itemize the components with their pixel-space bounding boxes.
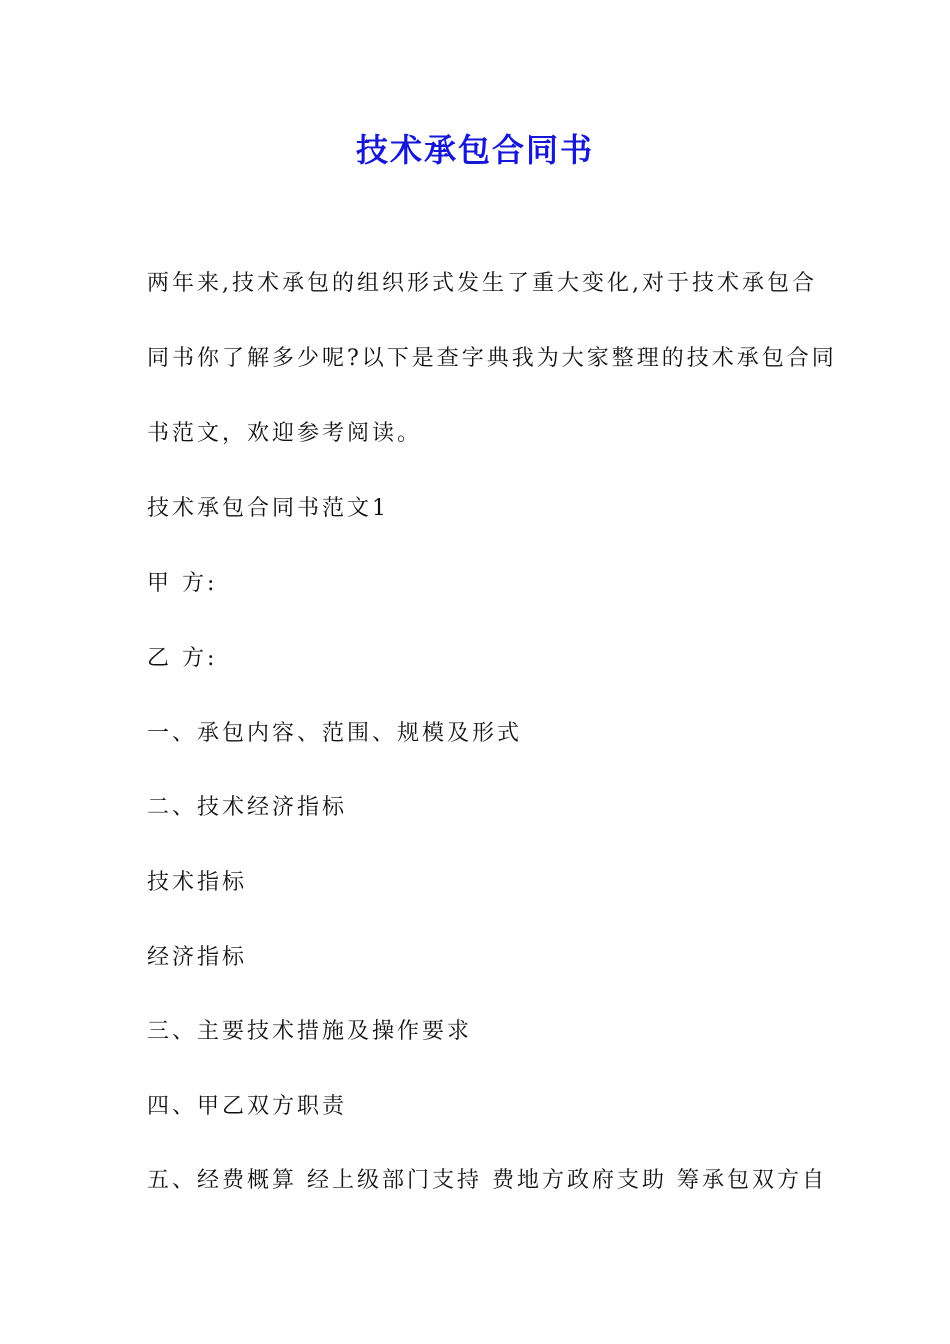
section-2-heading: 二、技术经济指标 [147, 795, 348, 820]
section-1-heading: 一、承包内容、范围、规模及形式 [147, 721, 523, 746]
section-5-heading: 五、经费概算 经上级部门支持 费地方政府支助 筹承包双方自 [147, 1168, 827, 1193]
sample-heading: 技术承包合同书范文1 [147, 496, 389, 521]
economic-indicators-line: 经济指标 [147, 945, 248, 970]
intro-line-2: 同书你了解多少呢?以下是查字典我为大家整理的技术承包合同 [147, 346, 837, 371]
section-4-heading: 四、甲乙双方职责 [147, 1094, 348, 1119]
intro-line-3: 书范文，欢迎参考阅读。 [147, 421, 423, 446]
section-3-heading: 三、主要技术措施及操作要求 [147, 1019, 473, 1044]
document-title: 技术承包合同书 [355, 131, 594, 169]
intro-line-1: 两年来,技术承包的组织形式发生了重大变化,对于技术承包合 [147, 271, 817, 296]
party-a-line: 甲 方: [147, 571, 218, 596]
technical-indicators-line: 技术指标 [147, 870, 248, 895]
party-b-line: 乙 方: [147, 646, 218, 671]
